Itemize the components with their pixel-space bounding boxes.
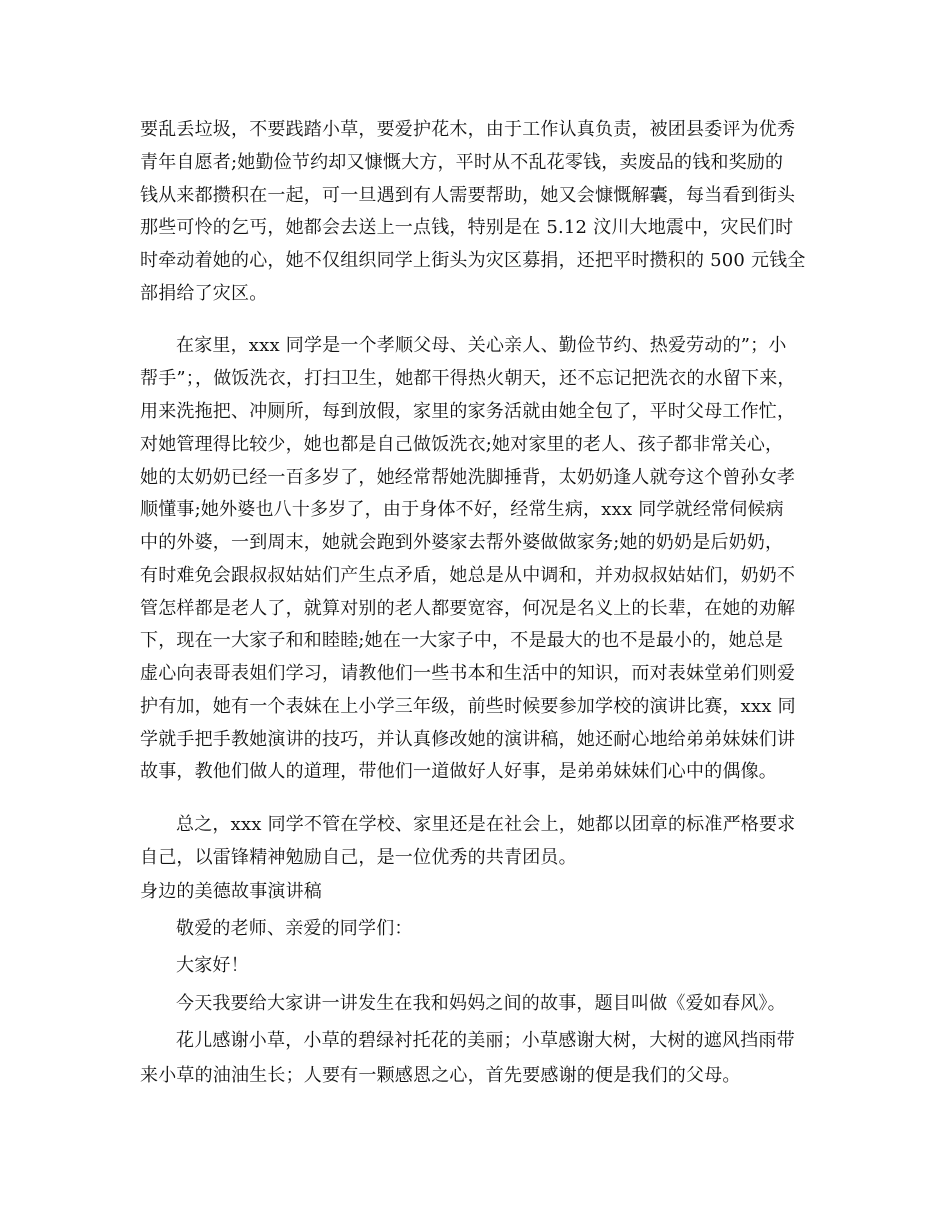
text-line: 在家里，xxx 同学是一个孝顺父母、关心亲人、勤俭节约、热爱劳动的”；小 xyxy=(176,335,787,356)
text-line: 有时难免会跟叔叔姑姑们产生点矛盾，她总是从中调和，并劝叔叔姑姑们，奶奶不 xyxy=(140,565,796,586)
text-line: 帮手”；，做饭洗衣，打扫卫生，她都干得热火朝天，还不忘记把洗衣的水留下来， xyxy=(140,368,796,389)
text-line: 今天我要给大家讲一讲发生在我和妈妈之间的故事，题目叫做《爱如春风》。 xyxy=(176,993,786,1014)
text-line: 故事，教他们做人的道理，带他们一道做好人好事，是弟弟妹妹们心中的偶像。 xyxy=(140,761,777,782)
text-line: 要乱丢垃圾，不要践踏小草，要爱护花木，由于工作认真负责，被团县委评为优秀 xyxy=(140,119,796,140)
text-line: 花儿感谢小草，小草的碧绿衬托花的美丽；小草感谢大树，大树的遮风挡雨带 xyxy=(176,1030,795,1051)
text-line: 顺懂事;她外婆也八十多岁了，由于身体不好，经常生病，xxx 同学就经常伺候病 xyxy=(140,499,784,520)
text-line: 她的太奶奶已经一百多岁了，她经常帮她洗脚捶背，太奶奶逢人就夸这个曾孙女孝 xyxy=(140,467,796,488)
text-line: 学就手把手教她演讲的技巧，并认真修改她的演讲稿，她还耐心地给弟弟妹妹们讲 xyxy=(140,729,796,750)
text-line: 那些可怜的乞丐，她都会去送上一点钱，特别是在 5.12 汶川大地震中，灾民们时 xyxy=(140,217,794,238)
text-line: 自己，以雷锋精神勉励自己，是一位优秀的共青团员。 xyxy=(140,847,577,868)
text-line: 虚心向表哥表姐们学习，请教他们一些书本和生活中的知识，而对表妹堂弟们则爱 xyxy=(140,663,796,684)
text-line: 下，现在一大家子和和睦睦;她在一大家子中，不是最大的也不是最小的，她总是 xyxy=(140,630,784,651)
section-title: 身边的美德故事演讲稿 xyxy=(140,881,322,902)
greeting: 大家好！ xyxy=(176,955,249,976)
text-line: 护有加，她有一个表妹在上小学三年级，前些时候要参加学校的演讲比赛，xxx 同 xyxy=(140,696,796,717)
salutation: 敬爱的老师、亲爱的同学们： xyxy=(176,918,413,939)
text-line: 管怎样都是老人了，就算对别的老人都要宽容，何况是名义上的长辈，在她的劝解 xyxy=(140,598,796,619)
text-line: 用来洗拖把、冲厕所，每到放假，家里的家务活就由她全包了，平时父母工作忙， xyxy=(140,401,796,422)
text-line: 钱从来都攒积在一起，可一旦遇到有人需要帮助，她又会慷慨解囊，每当看到街头 xyxy=(140,185,796,206)
text-line: 青年自愿者;她勤俭节约却又慷慨大方，平时从不乱花零钱，卖废品的钱和奖励的 xyxy=(140,152,784,173)
text-line: 总之，xxx 同学不管在学校、家里还是在社会上，她都以团章的标准严格要求 xyxy=(176,814,796,835)
text-line: 部捐给了灾区。 xyxy=(140,283,268,304)
text-line: 中的外婆，一到周末，她就会跑到外婆家去帮外婆做做家务;她的奶奶是后奶奶， xyxy=(140,532,784,553)
text-line: 来小草的油油生长；人要有一颗感恩之心，首先要感谢的便是我们的父母。 xyxy=(140,1065,741,1086)
text-line: 时牵动着她的心，她不仅组织同学上街头为灾区募捐，还把平时攒积的 500 元钱全 xyxy=(140,250,806,271)
text-line: 对她管理得比较少，她也都是自己做饭洗衣;她对家里的老人、孩子都非常关心， xyxy=(140,434,784,455)
